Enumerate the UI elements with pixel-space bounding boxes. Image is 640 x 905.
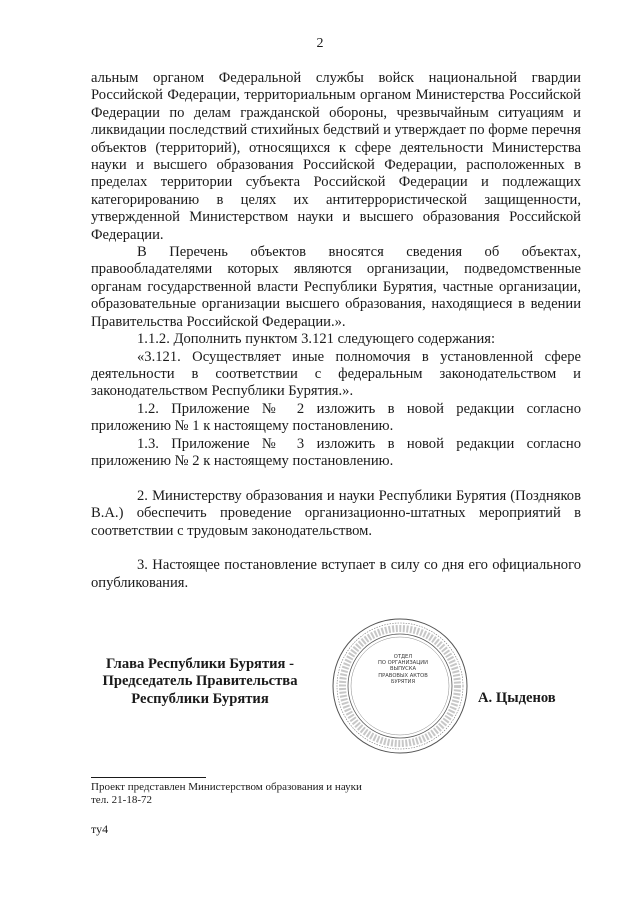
paragraph: 3. Настоящее постановление вступает в силу со дня его официального опубликования. xyxy=(91,557,581,591)
seal-caption-line: ПРАВОВЫХ АКТОВ xyxy=(378,672,428,679)
signatory-title-line: Глава Республики Бурятия - xyxy=(106,656,294,672)
signatory-title-line: Республики Бурятия xyxy=(131,690,269,707)
page-number: 2 xyxy=(316,36,324,51)
seal-caption-line: БУРЯТИЯ xyxy=(390,678,416,685)
official-seal xyxy=(330,616,470,756)
seal-caption-line: ПО ОРГАНИЗАЦИИ xyxy=(377,660,428,667)
seal-caption-line: ОТДЕЛ xyxy=(393,654,413,660)
paragraph: 1.2. Приложение № 2 изложить в новой редакции согласно приложению № 1 к настоящему постановлению. xyxy=(91,400,581,435)
seal-caption-line: ВЫПУСКА xyxy=(389,666,417,673)
paragraph: 1.1.2. Дополнить пунктом 3.121 следующего содержания: xyxy=(137,331,496,348)
seal-caption xyxy=(362,654,444,685)
paragraph: альным органом Федеральной службы войск национальной гвардии Российской Федерации, территориальным органом Министерства Российской Федерации по делам гражданской обороны, чрезвычайным ситуациям и ликвидации последствий стихийных бедствий и утверждает по форме перечня объектов (территорий), относящихся к сфере деятельности Министерства науки и высшего образования Российской Федерации, расположенных в пределах территории субъекта Российской Федерации и подлежащих категорированию в целях их антитеррористической защищенности, утвержденной Министерством науки и высшего образования Российской Федерации. xyxy=(91,70,581,243)
document-code: ту4 xyxy=(91,822,109,836)
document-body xyxy=(91,70,581,592)
signatory-title-line: Председатель Правительства xyxy=(102,673,298,690)
signatory-title xyxy=(95,656,305,708)
footnote-divider xyxy=(91,777,206,778)
paragraph: 2. Министерству образования и науки Республики Бурятия (Поздняков В.А.) обеспечить проведение организационно-штатных мероприятий в соответствии с трудовым законодательством. xyxy=(91,487,581,539)
signatory-name: А. Цыденов xyxy=(478,690,556,706)
paragraph: «3.121. Осуществляет иные полномочия в установленной сфере деятельности в соответствии с федеральным законодательством и законодательством Республики Бурятия.». xyxy=(91,348,581,400)
footnote xyxy=(91,781,362,807)
paragraph: В Перечень объектов вносятся сведения об объектах, правообладателями которых являются организации, подведомственные органам государственной власти Республики Бурятия, частные организации, образовательные организации высшего образования, находящиеся в ведении Правительства Российской Федерации.». xyxy=(91,244,581,330)
footnote-line: Проект представлен Министерством образования и науки xyxy=(91,781,362,793)
paragraph: 1.3. Приложение № 3 изложить в новой редакции согласно приложению № 2 к настоящему постановлению. xyxy=(91,435,581,469)
footnote-phone: тел. 21-18-72 xyxy=(91,794,153,806)
